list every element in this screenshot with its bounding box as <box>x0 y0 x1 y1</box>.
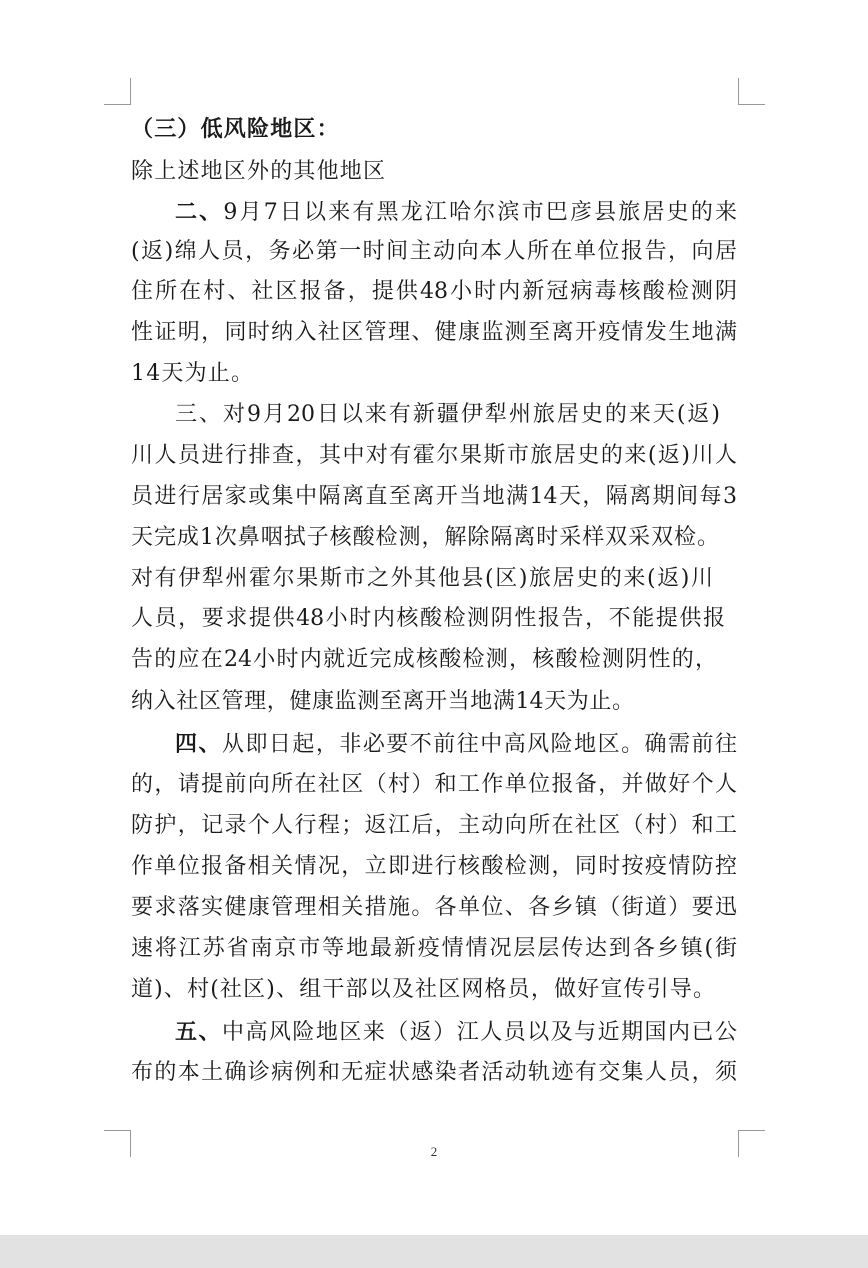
paragraph-4-line-2: 的，请提前向所在社区（村）和工作单位报备，并做好个人 <box>131 772 737 797</box>
bottom-left-crop-mark <box>104 1130 131 1157</box>
paragraph-2-label: 二、 <box>175 199 224 225</box>
bottom-right-crop-mark <box>738 1130 765 1157</box>
paragraph-4-line-3: 防护，记录个人行程；返江后，主动向所在社区（村）和工 <box>131 813 737 838</box>
paragraph-3-label: 三、 <box>175 402 223 427</box>
paragraph-4-line-6: 速将江苏省南京市等地最新疫情情况层层传达到各乡镇(街 <box>131 936 737 961</box>
paragraph-4-line-7: 道)、村(社区)、组干部以及社区网格员，做好宣传引导。 <box>131 977 715 1002</box>
paragraph-3-line-7: 告的应在24小时内就近完成核酸检测，核酸检测阴性的， <box>131 647 717 672</box>
paragraph-5-line-2: 布的本土确诊病例和无症状感染者活动轨迹有交集人员，须 <box>131 1060 737 1085</box>
page-number: 2 <box>430 1144 438 1159</box>
paragraph-2-line-1: 二、9月7日以来有黑龙江哈尔滨市巴彦县旅居史的来 <box>175 199 737 225</box>
paragraph-3-line-3: 员进行居家或集中隔离直至离开当地满14天，隔离期间每3 <box>131 484 737 509</box>
paragraph-3-line-8: 纳入社区管理，健康监测至离开当地满14天为止。 <box>131 689 634 714</box>
top-left-crop-mark <box>104 78 131 105</box>
paragraph-2-line-3: 住所在村、社区报备，提供48小时内新冠病毒核酸检测阴 <box>131 279 737 304</box>
top-right-crop-mark <box>738 78 765 105</box>
paragraph-4-line-5: 要求落实健康管理相关措施。各单位、各乡镇（街道）要迅 <box>131 895 737 920</box>
viewer-bottom-band <box>0 1235 868 1268</box>
paragraph-2-line-4: 性证明，同时纳入社区管理、健康监测至离开疫情发生地满 <box>131 320 737 345</box>
paragraph-5-label: 五、 <box>175 1019 222 1045</box>
paragraph-2-line-5: 14天为止。 <box>131 361 255 386</box>
section-heading-low-risk: （三）低风险地区： <box>131 116 340 142</box>
paragraph-4-label: 四、 <box>175 731 222 757</box>
low-risk-description: 除上述地区外的其他地区 <box>131 159 387 184</box>
paragraph-4-line-4: 作单位报备相关情况，立即进行核酸检测，同时按疫情防控 <box>131 854 737 879</box>
paragraph-3-line-5: 对有伊犁州霍尔果斯市之外其他县(区)旅居史的来(返)川 <box>131 566 713 591</box>
paragraph-3-line-2: 川人员进行排查，其中对有霍尔果斯市旅居史的来(返)川人 <box>131 443 737 468</box>
paragraph-4-line-1: 四、从即日起，非必要不前往中高风险地区。确需前往 <box>175 731 737 757</box>
paragraph-3-line-1: 三、对9月20日以来有新疆伊犁州旅居史的来天(返) <box>175 402 720 427</box>
paragraph-2-line-2: (返)绵人员，务必第一时间主动向本人所在单位报告，向居 <box>131 239 737 264</box>
paragraph-3-line-6: 人员，要求提供48小时内核酸检测阴性报告，不能提供报 <box>131 606 725 631</box>
paragraph-3-line-4: 天完成1次鼻咽拭子核酸检测，解除隔离时采样双采双检。 <box>131 525 719 550</box>
paragraph-5-line-1: 五、中高风险地区来（返）江人员以及与近期国内已公 <box>175 1019 737 1045</box>
